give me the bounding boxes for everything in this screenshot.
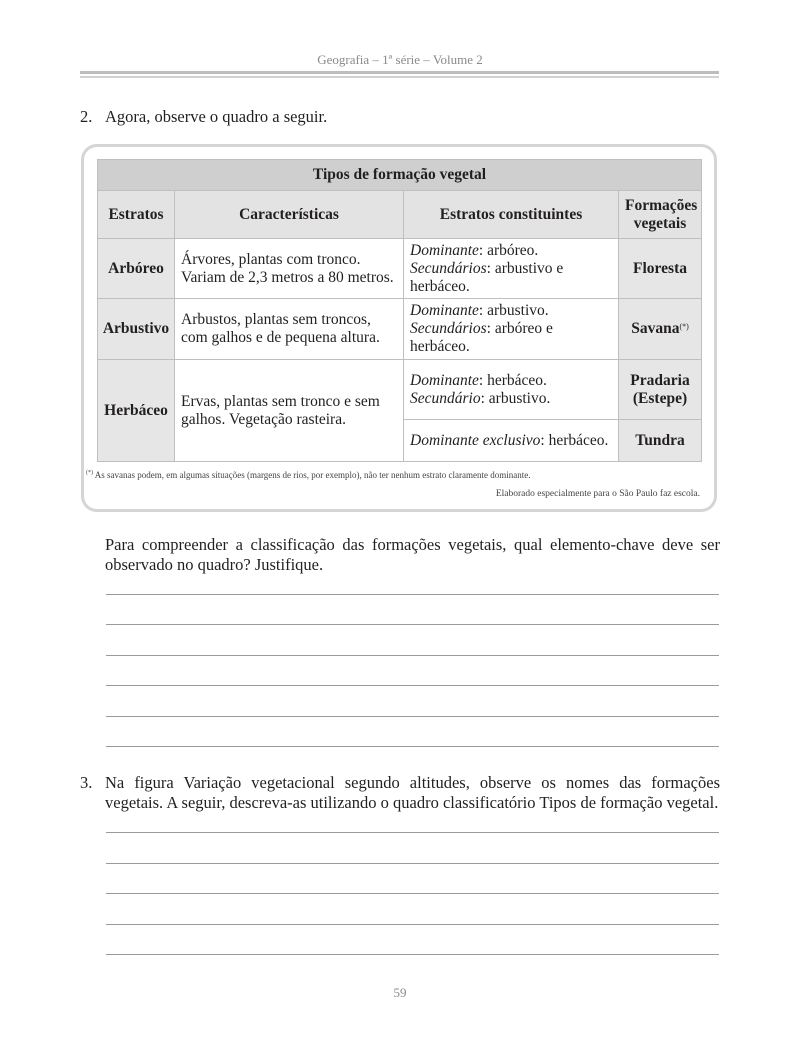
characteristics-cell: Ervas, plantas sem tronco e sem galhos. Vegetação rasteira. [175, 360, 404, 462]
answer-line[interactable] [106, 624, 719, 625]
answer-line[interactable] [106, 746, 719, 747]
footnote-marker: (*) [86, 470, 93, 476]
question-number: 3. [80, 773, 93, 792]
column-header: Estratos [98, 191, 175, 239]
question-3 [80, 773, 720, 817]
running-head: Geografia – 1ª série – Volume 2 [317, 52, 483, 67]
secondary-label: Secundários [410, 259, 487, 277]
dominant-value: : herbáceo. [478, 371, 547, 389]
secondary-value: : arbustivo. [480, 389, 551, 407]
answer-line[interactable] [106, 832, 719, 833]
footnote-marker: (*) [679, 322, 689, 331]
constituents-cell [404, 299, 619, 360]
vegetation-table [97, 159, 702, 462]
answer-line[interactable] [106, 716, 719, 717]
dominant-value: : arbustivo. [478, 302, 549, 319]
answer-line[interactable] [106, 594, 719, 595]
formation-cell: Pradaria (Estepe) [619, 360, 702, 420]
footnote-text: As savanas podem, em algumas situações (margens de rios, por exemplo), não ter nenhum estrato claramente dominante. [94, 470, 531, 480]
stratum-cell: Herbáceo [98, 360, 175, 462]
answer-line[interactable] [106, 893, 719, 894]
dominant-label: Dominante [410, 241, 479, 259]
header-rule [80, 71, 719, 74]
formation-name: Savana [631, 320, 680, 337]
secondary-label: Secundários [410, 320, 487, 337]
dominant-value: : arbóreo. [478, 241, 539, 259]
question-prompt: Agora, observe o quadro a seguir. [105, 107, 328, 126]
characteristics-cell: Arbustos, plantas sem troncos, com galhos e de pequena altura. [175, 299, 404, 360]
question-prompt: Na figura Variação vegetacional segundo altitudes, observe os nomes das formações vegetais. A seguir, descreva-as utilizando o quadro classificatório Tipos de formação vegetal. [105, 773, 720, 812]
answer-line[interactable] [106, 863, 719, 864]
secondary-value: : arbustivo e herbáceo. [410, 259, 564, 295]
formation-cell: Floresta [619, 239, 702, 299]
table-footnote [86, 470, 530, 480]
question-2-followup [80, 535, 720, 579]
table-row [98, 360, 702, 420]
answer-line[interactable] [106, 655, 719, 656]
secondary-value: : arbóreo e herbáceo. [410, 320, 553, 355]
question-number: 2. [80, 107, 93, 126]
column-header: Formações vegetais [619, 191, 702, 239]
answer-line[interactable] [106, 954, 719, 955]
formation-cell: Tundra [619, 420, 702, 462]
table-row [98, 239, 702, 299]
characteristics-cell: Árvores, plantas com tronco. Variam de 2,3 metros a 80 metros. [175, 239, 404, 299]
answer-line[interactable] [106, 685, 719, 686]
dominant-label: Dominante [410, 371, 479, 389]
question-2 [80, 107, 720, 129]
secondary-label: Secundário [410, 389, 481, 407]
question-prompt: Para compreender a classificação das formações vegetais, qual elemento-chave deve ser observado no quadro? Justifique. [105, 535, 720, 574]
dominant-label: Dominante [410, 302, 479, 319]
exclusive-dominant-value: : herbáceo. [540, 431, 609, 449]
stratum-cell: Arbustivo [98, 299, 175, 360]
column-header: Estratos constituintes [404, 191, 619, 239]
column-header: Características [175, 191, 404, 239]
table-title: Tipos de formação vegetal [98, 160, 702, 191]
header-rule-thin [80, 76, 719, 78]
table-row [98, 299, 702, 360]
constituents-cell [404, 360, 619, 420]
table-credit: Elaborado especialmente para o São Paulo faz escola. [495, 489, 700, 499]
answer-line[interactable] [106, 924, 719, 925]
constituents-cell [404, 420, 619, 462]
page-number: 59 [393, 985, 407, 1000]
formation-cell [619, 299, 702, 360]
stratum-cell: Arbóreo [98, 239, 175, 299]
exclusive-dominant-label: Dominante exclusivo [410, 431, 541, 449]
constituents-cell [404, 239, 619, 299]
